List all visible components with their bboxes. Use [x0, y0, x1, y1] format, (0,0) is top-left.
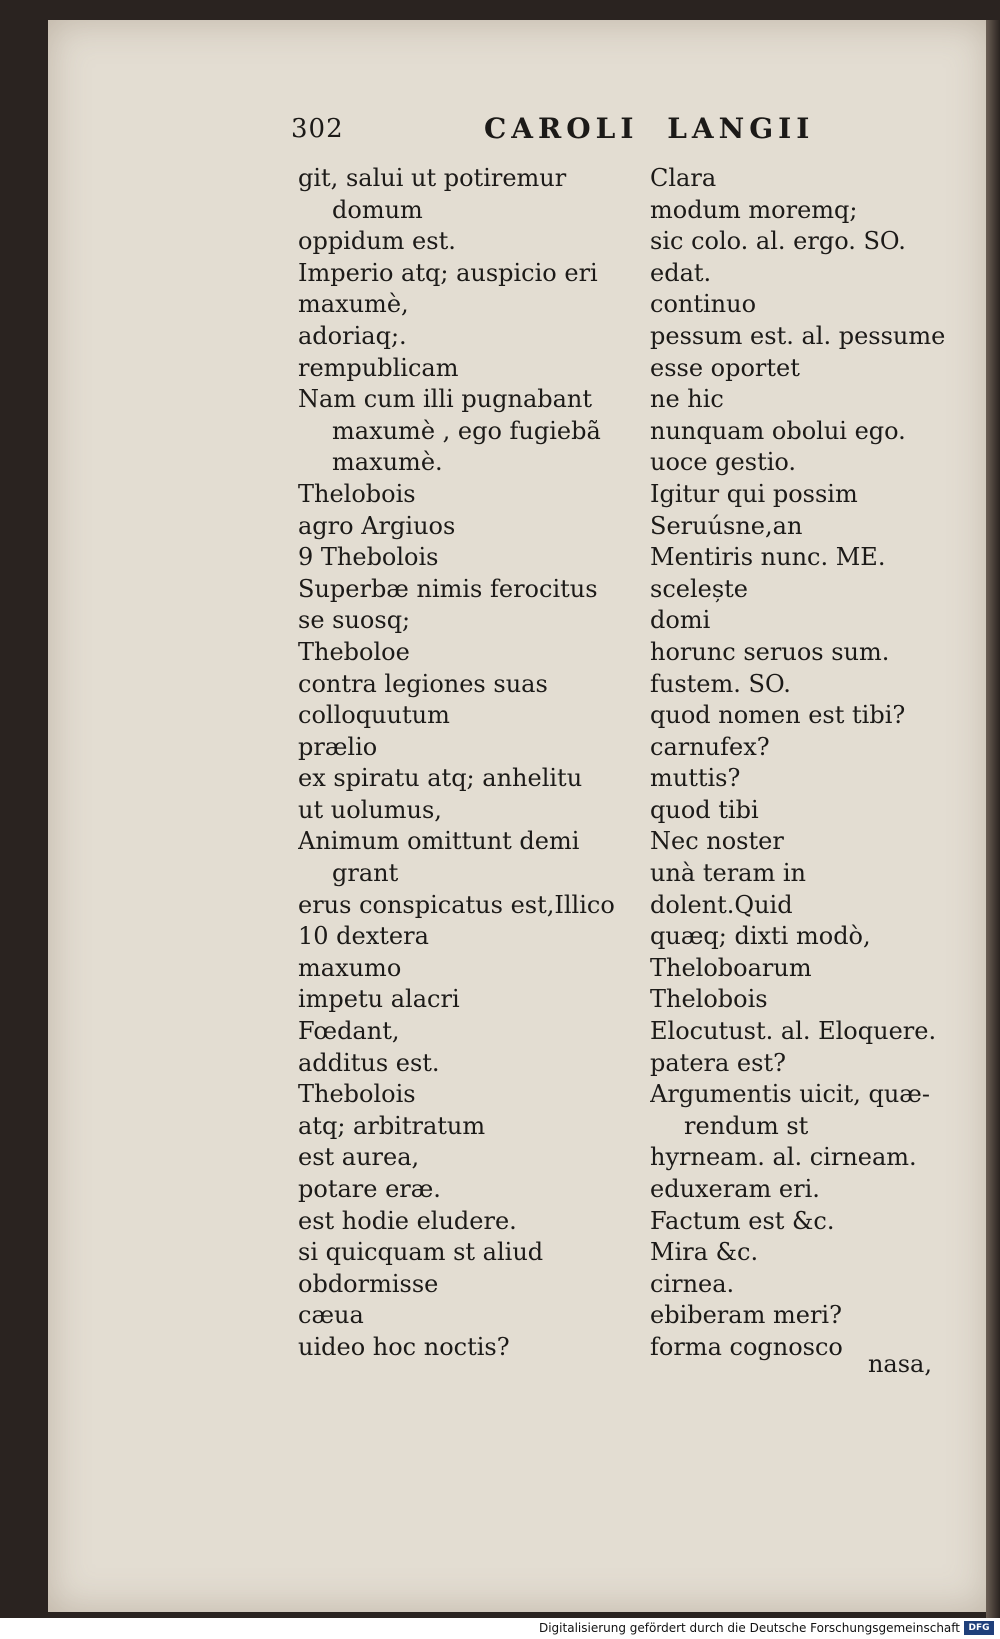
- list-item: esse oportet: [650, 353, 800, 382]
- list-item: maxumè , ego fugiebã: [332, 416, 601, 445]
- list-item: est aurea,: [298, 1143, 420, 1172]
- list-item: ebiberam meri?: [650, 1301, 842, 1330]
- list-item: Theloboarum: [650, 953, 812, 982]
- list-item: cirnea.: [650, 1269, 735, 1298]
- list-item: Seruúsne,an: [650, 511, 803, 540]
- list-item: Argumentis uicit, quæ-: [650, 1080, 930, 1109]
- list-item: Animum omittunt demi: [298, 827, 580, 856]
- list-item: Nec noster: [650, 827, 784, 856]
- list-item: Mira &c.: [650, 1238, 759, 1267]
- list-item: quod nomen est tibi?: [650, 701, 906, 730]
- list-item: continuo: [650, 290, 757, 319]
- list-item: colloquutum: [298, 701, 450, 730]
- footer: [0, 1618, 1000, 1639]
- list-item: Fœdant,: [298, 1017, 400, 1046]
- list-item: maxumè,: [298, 290, 409, 319]
- list-item: rempublicam: [298, 353, 459, 382]
- list-item: ne hic: [650, 385, 724, 414]
- list-item: fustem. SO.: [650, 669, 791, 698]
- list-item: Imperio atq; auspicio eri: [298, 258, 598, 287]
- list-item: impetu alacri: [298, 985, 460, 1014]
- list-item: se suosq;: [298, 606, 411, 635]
- list-item: Mentiris nunc. ME.: [650, 543, 886, 572]
- list-item: potare eræ.: [298, 1175, 441, 1203]
- list-item: contra legiones suas: [298, 669, 548, 698]
- list-item: rendum st: [684, 1111, 809, 1140]
- list-item: maxumè.: [332, 448, 443, 477]
- list-item: Nam cum illi pugnabant: [298, 385, 593, 414]
- catchword: nasa,: [867, 1350, 932, 1378]
- book-page: [48, 20, 990, 1612]
- list-item: domi: [650, 606, 711, 635]
- page-edge: [986, 20, 1000, 1618]
- list-item: quod tibi: [650, 795, 759, 824]
- list-item: sic colo. al. ergo. SO.: [650, 227, 906, 256]
- list-item: est hodie eludere.: [298, 1206, 517, 1235]
- list-item: 10 dextera: [298, 922, 429, 951]
- list-item: dolent.Quid: [650, 890, 793, 919]
- list-item: scelește: [650, 574, 749, 603]
- running-title: CAROLI LANGII: [484, 112, 815, 145]
- list-item: Thelobois: [298, 479, 416, 508]
- list-item: oppidum est.: [298, 227, 456, 256]
- list-item: quæq; dixti modò,: [650, 922, 871, 951]
- dfg-logo-icon: DFG: [964, 1621, 994, 1635]
- list-item: Factum est &c.: [650, 1206, 835, 1235]
- page-number: 302: [291, 114, 344, 144]
- list-item: 9 Thebolois: [298, 543, 439, 572]
- page-header: [48, 108, 990, 154]
- list-item: obdormisse: [298, 1269, 439, 1298]
- list-item: adoriaq;.: [298, 321, 407, 350]
- list-item: patera est?: [650, 1048, 786, 1077]
- list-item: git, salui ut potiremur: [298, 164, 567, 192]
- right-column: [650, 163, 990, 1364]
- list-item: hyrneam. al. cirneam.: [650, 1143, 917, 1172]
- left-column: [298, 163, 628, 1364]
- list-item: edat.: [650, 258, 712, 287]
- list-item: muttis?: [650, 764, 741, 793]
- list-item: Thebolois: [298, 1080, 416, 1109]
- list-item: grant: [332, 859, 399, 888]
- list-item: ex spiratu atq; anhelitu: [298, 764, 583, 793]
- list-item: carnufex?: [650, 732, 770, 761]
- list-item: atq; arbitratum: [298, 1111, 486, 1140]
- list-item: eduxeram eri.: [650, 1175, 820, 1203]
- list-item: modum moremq;: [650, 195, 858, 224]
- list-item: additus est.: [298, 1048, 440, 1077]
- list-item: erus conspicatus est,Illico: [298, 890, 615, 919]
- list-item: unà teram in: [650, 859, 806, 888]
- list-item: horunc seruos sum.: [650, 637, 890, 666]
- list-item: agro Argiuos: [298, 511, 456, 540]
- funding-note: Digitalisierung gefördert durch die Deutsche Forschungsgemeinschaft: [538, 1621, 960, 1635]
- list-item: Superbæ nimis ferocitus: [298, 574, 598, 603]
- list-item: Thelobois: [650, 985, 768, 1014]
- list-item: Clara: [650, 164, 717, 192]
- list-item: cæua: [298, 1301, 364, 1330]
- list-item: prælio: [298, 732, 378, 761]
- list-item: maxumo: [298, 953, 402, 982]
- list-item: nunquam obolui ego.: [650, 416, 906, 445]
- list-item: pessum est. al. pessume: [650, 321, 946, 350]
- list-item: forma cognosco: [650, 1332, 843, 1361]
- list-item: uoce gestio.: [650, 448, 797, 477]
- list-item: si quicquam st aliud: [298, 1238, 544, 1267]
- list-item: Theboloe: [298, 637, 410, 666]
- list-item: ut uolumus,: [298, 795, 442, 824]
- list-item: Elocutust. al. Eloquere.: [650, 1017, 937, 1046]
- list-item: uideo hoc noctis?: [298, 1332, 510, 1361]
- list-item: domum: [332, 195, 423, 224]
- list-item: Igitur qui possim: [650, 479, 858, 508]
